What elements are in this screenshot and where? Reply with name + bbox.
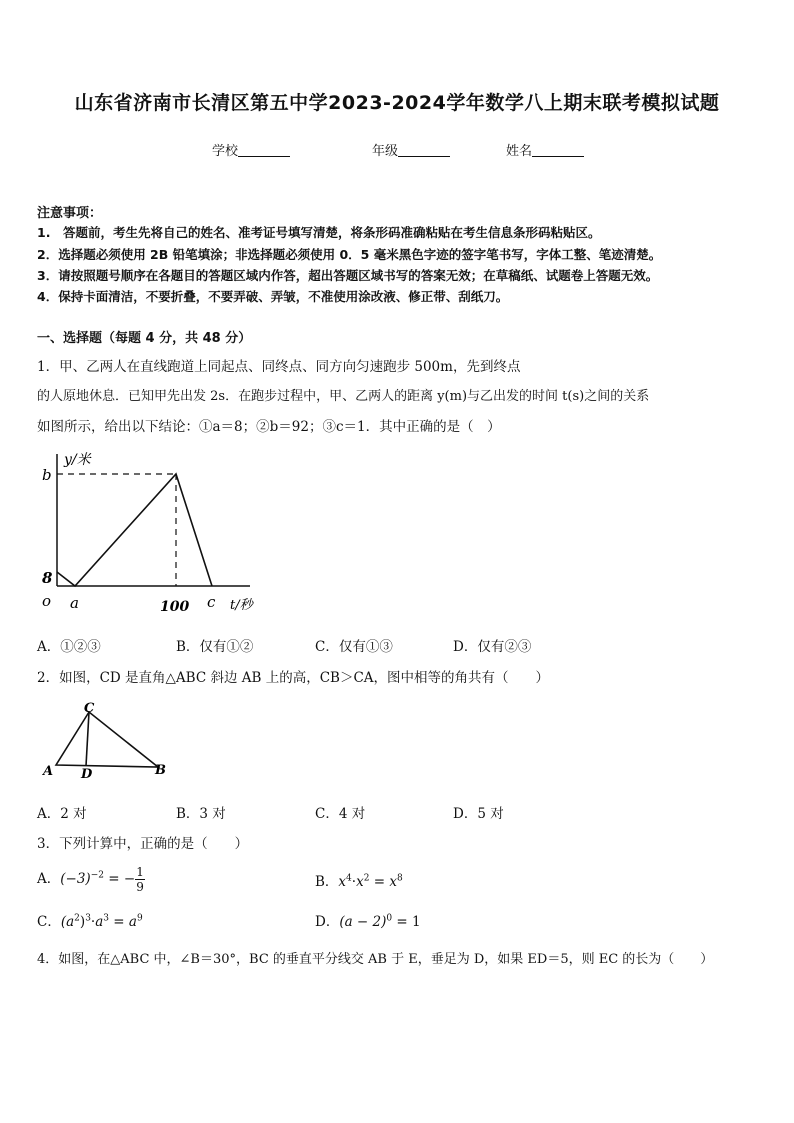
q3-c-dot: · [90,914,96,930]
q3-c-close: ) [79,914,86,930]
q4-text: 4．如图，在△ABC 中，∠B＝30°，BC 的垂直平分线交 AB 于 E，垂足为 D，如果 ED＝5，则 EC 的长为（ ） [37,952,714,967]
q3-b-exp1: 4 [346,873,352,884]
vertex-b-label: B [155,763,166,778]
note-item: 4．保持卡面清洁，不要折叠，不要弄破、弄皱，不准使用涂改液、修正带、刮纸刀。 [37,289,509,304]
q3-option-c[interactable] [37,910,143,930]
distance-polyline [57,474,212,586]
q2-option-c[interactable]: C．4 对 [315,806,366,822]
q3-c-base2: a [95,914,104,930]
page-title: 山东省济南市长清区第五中学2023-2024学年数学八上期末联考模拟试题 [74,92,720,114]
q3-a-numerator: 1 [136,865,144,879]
q1-option-c[interactable]: C．仅有①③ [315,639,393,655]
q3-d-base: (a − 2) [339,914,387,930]
note-item: 3．请按照题号顺序在各题目的答题区域内作答，超出答题区域书写的答案无效；在草稿纸、试题卷上答题无效。 [37,268,659,283]
name-label: 姓名 [506,144,533,159]
note-item: 2．选择题必须使用 2B 铅笔填涂；非选择题必须使用 0．5 毫米黑色字迹的签字笔书写，字体工整、笔迹清楚。 [37,247,662,262]
q3-a-denominator: 9 [136,880,144,894]
section-heading: 一、选择题（每题 4 分，共 48 分） [37,331,252,346]
a-label: a [70,594,79,612]
q3-a-fraction [135,865,145,894]
y-axis-label: y/米 [64,452,91,468]
q3-option-b[interactable] [315,870,403,890]
origin-label: o [42,592,52,610]
q1-line: 1．甲、乙两人在直线跑道上同起点、同终点、同方向匀速跑步 500m，先到终点 [37,359,521,375]
x-axis-label: t/秒 [230,598,253,613]
q3-a-base: (−3) [60,871,91,887]
q2-triangle-figure [36,698,176,784]
q3-b-base1: x [338,874,347,890]
q3-c-exp4: 9 [136,913,143,924]
triangle-abc [56,712,158,767]
school-field [212,140,290,159]
q3-c-eq: = a [109,914,137,930]
q3-b-prefix: B． [315,874,339,890]
grade-field [372,140,450,159]
grade-label: 年级 [372,144,399,159]
q3-c-exp1: 2 [74,913,80,924]
altitude-cd [86,712,89,766]
q3-option-d[interactable] [315,910,421,930]
q3-b-exp3: 8 [396,873,403,884]
q3-c-exp3: 3 [103,913,110,924]
q1-option-d[interactable]: D．仅有②③ [453,639,532,655]
q1-option-b[interactable]: B．仅有①② [176,639,254,655]
school-blank[interactable] [238,144,290,157]
q2-text: 2．如图，CD 是直角△ABC 斜边 AB 上的高，CB＞CA，图中相等的角共有（ ） [37,670,550,686]
name-field [506,140,584,159]
q3-b-exp2: 2 [363,873,370,884]
q3-a-eq: = − [103,871,136,887]
grade-blank[interactable] [398,144,450,157]
note-item: 1. 答题前，考生先将自己的姓名、准考证号填写清楚，将条形码准确粘贴在考生信息条形码粘贴区。 [37,225,601,240]
q2-option-d[interactable]: D．5 对 [453,806,504,822]
q3-d-prefix: D． [315,914,340,930]
q3-a-prefix: A． [37,871,61,887]
q1-line: 如图所示，给出以下结论：①a＝8；②b＝92；③c＝1．其中正确的是（ ） [37,419,501,435]
q1-line: 的人原地休息．已知甲先出发 2s．在跑步过程中，甲、乙两人的距离 y(m)与乙出发的时间 t(s)之间的关系 [37,389,650,404]
q3-c-base1: (a [60,914,75,930]
q2-option-b[interactable]: B．3 对 [176,806,226,822]
b-label: b [42,466,52,484]
q1-option-a[interactable]: A．①②③ [37,639,101,655]
q3-d-exp: 0 [386,913,393,924]
name-blank[interactable] [532,144,584,157]
q3-c-exp2: 3 [85,913,91,924]
q3-a-exp: −2 [90,870,104,881]
q3-d-eq: = 1 [392,914,421,930]
vertex-c-label: C [84,701,95,716]
eight-label: 8 [42,569,53,587]
q3-option-a[interactable] [37,865,145,894]
point-d-label: D [81,767,93,782]
c-label: c [207,593,216,611]
q3-text: 3．下列计算中，正确的是（ ） [37,836,249,852]
q1-distance-graph [30,446,280,616]
q3-b-eq: = x [369,874,397,890]
vertex-a-label: A [43,764,54,779]
school-label: 学校 [212,144,239,159]
notes-heading: 注意事项： [37,206,103,221]
hundred-label: 100 [160,599,190,615]
q3-b-base2: x [356,874,364,890]
q3-c-prefix: C． [37,914,61,930]
q3-b-dot: · [351,874,357,890]
q2-option-a[interactable]: A．2 对 [37,806,87,822]
